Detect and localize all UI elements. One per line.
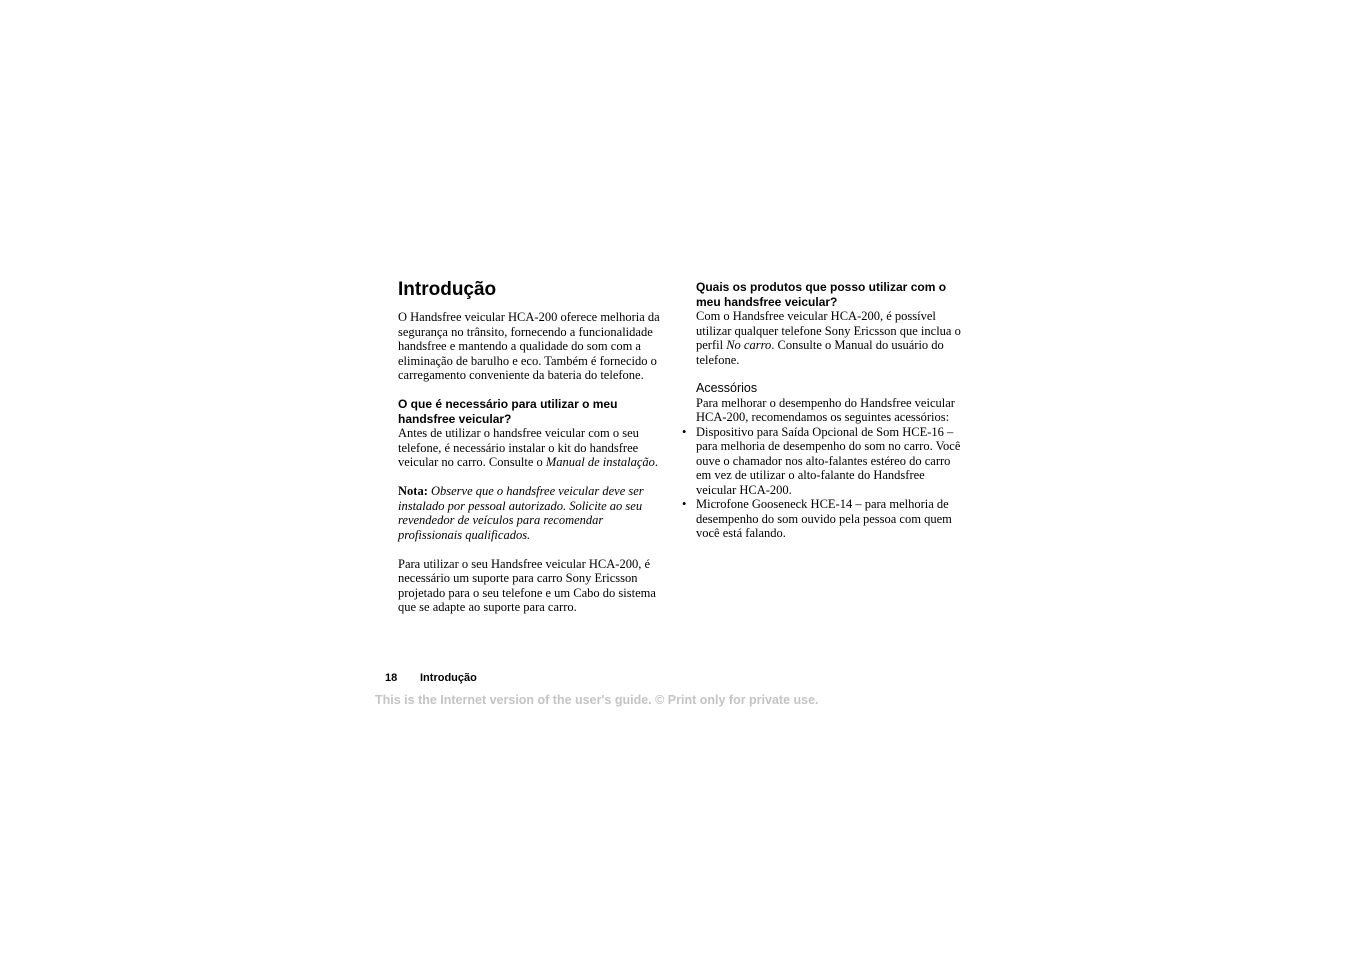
- left-column: [398, 278, 670, 615]
- page-number: 18: [385, 672, 398, 684]
- products-paragraph: Com o Handsfree veicular HCA-200, é possível utilizar qualquer telefone Sony Ericsson que inclua o perfil No carro. Consulte o Manual do usuário do telefone.: [696, 309, 961, 367]
- watermark: This is the Internet version of the user's guide. © Print only for private use.: [375, 693, 819, 707]
- note-text: Observe que o handsfree veicular deve ser instalado por pessoal autorizado. Solicite ao seu revendedor de veículos para recomendar profissionais qualificados.: [398, 484, 644, 542]
- note-label: Nota:: [398, 484, 428, 498]
- bullet-icon: •: [682, 497, 687, 511]
- page-footer: [385, 671, 477, 685]
- footer-section: Introdução: [420, 672, 477, 684]
- right-column: [682, 278, 968, 541]
- requirements-paragraph: Antes de utilizar o handsfree veicular com o seu telefone, é necessário instalar o kit do handsfree veicular no carro. Consulte o Manual de instalação.: [398, 426, 659, 469]
- accessories-list: [682, 424, 968, 541]
- list-item: • Microfone Gooseneck HCE-14 – para melhoria de desempenho do som ouvido pela pessoa com quem você está falando.: [682, 497, 952, 540]
- note-paragraph: [398, 484, 670, 542]
- accessories-intro: Para melhorar o desempenho do Handsfree veicular HCA-200, recomendamos os seguintes acessórios:: [696, 395, 955, 424]
- page-title: Introdução: [398, 279, 497, 300]
- support-paragraph: Para utilizar o seu Handsfree veicular HCA-200, é necessário um suporte para carro Sony Ericsson projetado para o seu telefone e um Cabo do sistema que se adapte ao suporte para carro.: [398, 556, 656, 614]
- section-heading-requirements: O que é necessário para utilizar o meu handsfree veicular?: [398, 397, 618, 426]
- section-heading-accessories: Acessórios: [696, 381, 758, 395]
- list-item: • Dispositivo para Saída Opcional de Som HCE-16 – para melhoria de desempenho do som no carro. Você ouve o chamador nos alto-falantes estéreo do carro em vez de utilizar o alto-falante do Handsfree veicular HCA-200.: [682, 424, 961, 497]
- bullet-icon: •: [682, 424, 687, 439]
- section-heading-products: Quais os produtos que posso utilizar com o meu handsfree veicular?: [696, 280, 947, 309]
- intro-paragraph: O Handsfree veicular HCA-200 oferece melhoria da segurança no trânsito, fornecendo a funcionalidade handsfree e mantendo a qualidade do som com a eliminação de barulho e eco. Também é fornecido o carregamento conveniente da bateria do telefone.: [398, 310, 660, 382]
